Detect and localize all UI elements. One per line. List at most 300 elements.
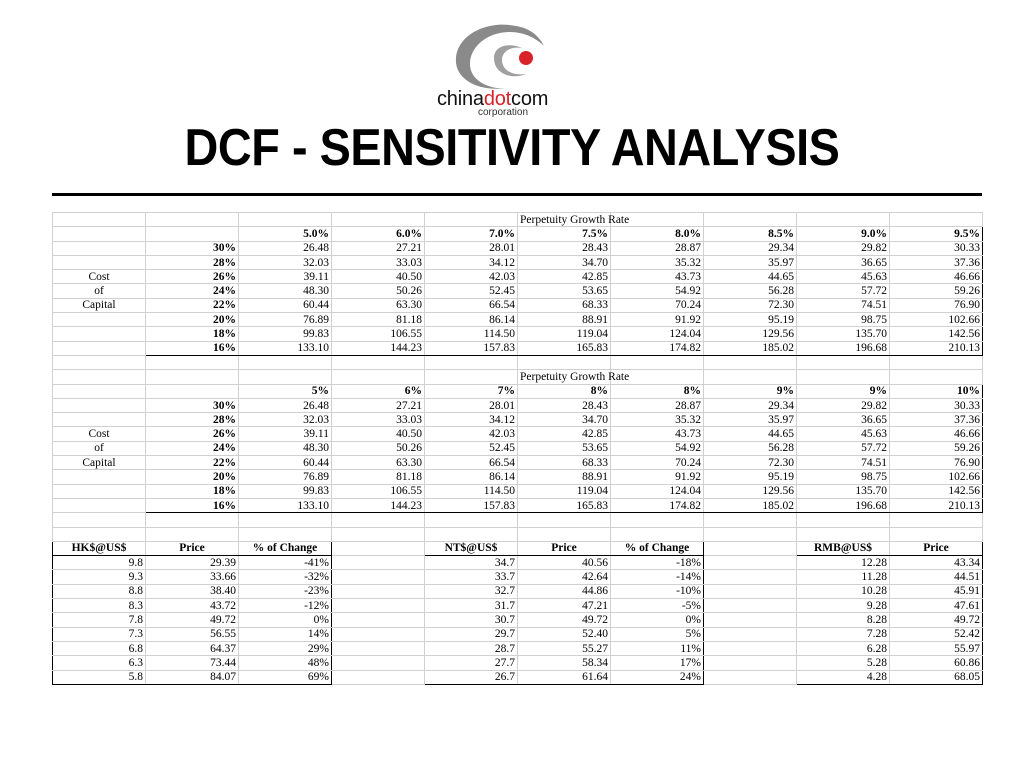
empty-cell [704,670,797,684]
empty-cell [53,484,146,498]
fx-rate-cell: 31.7 [425,599,518,613]
empty-cell [704,613,797,627]
fx-change-cell: 24% [611,670,704,684]
share-value-cell: 54.92 [611,284,704,298]
empty-cell [53,527,146,541]
share-value-cell: 40.50 [332,427,425,441]
fx-header-row [53,541,983,555]
share-value-cell: 59.26 [890,284,983,298]
fx-price-cell: 49.72 [146,613,239,627]
empty-cell [611,527,704,541]
share-value-cell: 76.90 [890,456,983,470]
share-value-cell: 26.48 [239,241,332,255]
growth-rate-column-header: 6.0% [332,227,425,241]
share-value-cell: 35.97 [704,255,797,269]
empty-cell [797,513,890,527]
share-value-cell: 29.34 [704,241,797,255]
empty-cell [704,556,797,570]
growth-rate-header: Perpetuity Growth Rate [518,370,611,384]
empty-cell [53,498,146,512]
share-value-cell: 210.13 [890,341,983,355]
share-value-cell: 28.87 [611,398,704,412]
share-value-cell: 81.18 [332,470,425,484]
sensitivity-row [53,284,983,298]
empty-cell [53,413,146,427]
share-value-cell: 210.13 [890,498,983,512]
share-value-cell: 157.83 [425,498,518,512]
fx-header: Price [146,541,239,555]
empty-cell [332,613,425,627]
share-value-cell: 135.70 [797,484,890,498]
spacer-row [53,355,983,369]
share-value-cell: 45.63 [797,427,890,441]
share-value-cell: 98.75 [797,313,890,327]
share-value-cell: 114.50 [425,327,518,341]
empty-cell [704,584,797,598]
share-value-cell: 88.91 [518,470,611,484]
share-value-cell: 63.30 [332,298,425,312]
empty-cell [332,213,425,227]
share-value-cell: 144.23 [332,498,425,512]
fx-change-cell: -41% [239,556,332,570]
fx-price-cell: 44.86 [518,584,611,598]
empty-cell [704,570,797,584]
fx-change-cell: 17% [611,656,704,670]
fx-price-cell: 55.27 [518,641,611,655]
share-value-cell: 28.43 [518,398,611,412]
fx-rate-cell: 30.7 [425,613,518,627]
share-value-cell: 35.32 [611,255,704,269]
title-divider [52,193,982,196]
share-value-cell: 35.32 [611,413,704,427]
fx-rate-cell: 9.3 [53,570,146,584]
empty-cell [332,370,425,384]
cost-of-capital-label: of [53,284,146,298]
share-value-cell: 56.28 [704,284,797,298]
share-value-cell: 43.73 [611,427,704,441]
share-value-cell: 72.30 [704,298,797,312]
share-value-cell: 68.33 [518,456,611,470]
empty-cell [704,541,797,555]
empty-cell [332,355,425,369]
empty-cell [425,355,518,369]
empty-cell [425,370,518,384]
sensitivity-row [53,498,983,512]
empty-cell [890,213,983,227]
share-value-cell: 42.85 [518,270,611,284]
empty-cell [704,513,797,527]
share-value-cell: 29.82 [797,398,890,412]
cost-of-capital-label: of [53,441,146,455]
fx-price-cell: 52.42 [890,627,983,641]
empty-cell [797,355,890,369]
share-value-cell: 70.24 [611,298,704,312]
sensitivity-row [53,456,983,470]
share-value-cell: 37.36 [890,413,983,427]
share-value-cell: 39.11 [239,427,332,441]
empty-cell [53,227,146,241]
discount-rate-label: 22% [146,456,239,470]
fx-price-cell: 29.39 [146,556,239,570]
empty-cell [146,227,239,241]
share-value-cell: 68.33 [518,298,611,312]
empty-cell [53,255,146,269]
fx-change-cell: -14% [611,570,704,584]
share-value-cell: 42.03 [425,427,518,441]
fx-header: Price [518,541,611,555]
share-value-cell: 36.65 [797,413,890,427]
share-value-cell: 28.43 [518,241,611,255]
growth-rate-column-header: 7% [425,384,518,398]
share-value-cell: 28.01 [425,398,518,412]
fx-rate-cell: 10.28 [797,584,890,598]
sensitivity-row [53,441,983,455]
share-value-cell: 34.12 [425,255,518,269]
growth-rate-header: Perpetuity Growth Rate [518,213,611,227]
discount-rate-label: 26% [146,270,239,284]
empty-cell [332,527,425,541]
cost-of-capital-label: Capital [53,456,146,470]
share-value-cell: 99.83 [239,484,332,498]
empty-cell [890,527,983,541]
share-value-cell: 66.54 [425,456,518,470]
share-value-cell: 52.45 [425,284,518,298]
share-value-cell: 35.97 [704,413,797,427]
fx-header: HK$@US$ [53,541,146,555]
empty-cell [518,355,611,369]
growth-rate-column-header: 8% [518,384,611,398]
empty-cell [53,355,146,369]
discount-rate-label: 16% [146,498,239,512]
share-value-cell: 76.89 [239,313,332,327]
growth-rate-column-header: 8% [611,384,704,398]
fx-price-cell: 60.86 [890,656,983,670]
fx-price-cell: 56.55 [146,627,239,641]
empty-cell [797,527,890,541]
fx-price-cell: 43.34 [890,556,983,570]
growth-rate-column-header: 9% [704,384,797,398]
share-value-cell: 39.11 [239,270,332,284]
share-value-cell: 157.83 [425,341,518,355]
share-value-cell: 27.21 [332,241,425,255]
share-value-cell: 102.66 [890,313,983,327]
share-value-cell: 42.85 [518,427,611,441]
growth-rate-column-header: 8.0% [611,227,704,241]
share-value-cell: 46.66 [890,270,983,284]
share-value-cell: 30.33 [890,241,983,255]
fx-rate-cell: 6.3 [53,656,146,670]
empty-cell [797,370,890,384]
share-value-cell: 33.03 [332,255,425,269]
discount-rate-label: 30% [146,398,239,412]
sensitivity-row [53,427,983,441]
fx-header: % of Change [239,541,332,555]
fx-change-cell: 14% [239,627,332,641]
share-value-cell: 54.92 [611,441,704,455]
fx-price-cell: 42.64 [518,570,611,584]
share-value-cell: 29.82 [797,241,890,255]
growth-rate-column-header: 9% [797,384,890,398]
fx-price-cell: 64.37 [146,641,239,655]
fx-rate-cell: 7.3 [53,627,146,641]
discount-rate-label: 28% [146,413,239,427]
share-value-cell: 27.21 [332,398,425,412]
fx-price-cell: 68.05 [890,670,983,684]
fx-rate-cell: 29.7 [425,627,518,641]
fx-rate-cell: 26.7 [425,670,518,684]
share-value-cell: 185.02 [704,498,797,512]
discount-rate-label: 30% [146,241,239,255]
fx-row [53,570,983,584]
growth-rate-columns-row [53,227,983,241]
fx-price-cell: 52.40 [518,627,611,641]
share-value-cell: 36.65 [797,255,890,269]
fx-change-cell: -5% [611,599,704,613]
share-value-cell: 44.65 [704,427,797,441]
fx-rate-cell: 8.28 [797,613,890,627]
share-value-cell: 50.26 [332,284,425,298]
empty-cell [332,641,425,655]
sensitivity-row [53,341,983,355]
sensitivity-row [53,298,983,312]
fx-change-cell: 29% [239,641,332,655]
empty-cell [146,370,239,384]
share-value-cell: 52.45 [425,441,518,455]
empty-cell [239,213,332,227]
share-value-cell: 196.68 [797,498,890,512]
share-value-cell: 26.48 [239,398,332,412]
growth-rate-column-header: 5.0% [239,227,332,241]
empty-cell [53,213,146,227]
empty-cell [53,384,146,398]
fx-price-cell: 47.61 [890,599,983,613]
fx-change-cell: 5% [611,627,704,641]
cost-of-capital-label: Capital [53,298,146,312]
discount-rate-label: 26% [146,427,239,441]
empty-cell [518,527,611,541]
fx-rate-cell: 5.8 [53,670,146,684]
growth-rate-header-row [53,213,983,227]
empty-cell [425,213,518,227]
empty-cell [332,670,425,684]
share-value-cell: 57.72 [797,441,890,455]
fx-rate-cell: 9.28 [797,599,890,613]
share-value-cell: 34.70 [518,255,611,269]
empty-cell [704,656,797,670]
share-value-cell: 106.55 [332,484,425,498]
discount-rate-label: 18% [146,327,239,341]
fx-change-cell: -32% [239,570,332,584]
growth-rate-header-row [53,370,983,384]
discount-rate-label: 18% [146,484,239,498]
sensitivity-row [53,470,983,484]
share-value-cell: 95.19 [704,313,797,327]
share-value-cell: 91.92 [611,313,704,327]
empty-cell [704,599,797,613]
fx-rate-cell: 12.28 [797,556,890,570]
fx-price-cell: 45.91 [890,584,983,598]
share-value-cell: 48.30 [239,441,332,455]
empty-cell [239,370,332,384]
fx-rate-cell: 34.7 [425,556,518,570]
sensitivity-row [53,270,983,284]
discount-rate-label: 20% [146,313,239,327]
share-value-cell: 74.51 [797,298,890,312]
growth-rate-column-header: 10% [890,384,983,398]
fx-price-cell: 61.64 [518,670,611,684]
share-value-cell: 29.34 [704,398,797,412]
share-value-cell: 86.14 [425,470,518,484]
empty-cell [53,513,146,527]
empty-cell [425,527,518,541]
fx-row [53,613,983,627]
empty-cell [611,513,704,527]
fx-change-cell: 48% [239,656,332,670]
fx-rate-cell: 33.7 [425,570,518,584]
share-value-cell: 174.82 [611,341,704,355]
share-value-cell: 32.03 [239,413,332,427]
empty-cell [890,355,983,369]
empty-cell [704,627,797,641]
discount-rate-label: 22% [146,298,239,312]
empty-cell [704,370,797,384]
empty-cell [332,570,425,584]
fx-rate-cell: 32.7 [425,584,518,598]
fx-rate-cell: 6.28 [797,641,890,655]
empty-cell [53,398,146,412]
cost-of-capital-label: Cost [53,427,146,441]
share-value-cell: 86.14 [425,313,518,327]
share-value-cell: 129.56 [704,327,797,341]
share-value-cell: 91.92 [611,470,704,484]
empty-cell [332,541,425,555]
share-value-cell: 99.83 [239,327,332,341]
fx-change-cell: 11% [611,641,704,655]
share-value-cell: 114.50 [425,484,518,498]
share-value-cell: 42.03 [425,270,518,284]
sensitivity-row [53,241,983,255]
share-value-cell: 133.10 [239,498,332,512]
empty-cell [146,213,239,227]
fx-rate-cell: 28.7 [425,641,518,655]
discount-rate-label: 28% [146,255,239,269]
share-value-cell: 72.30 [704,456,797,470]
fx-price-cell: 38.40 [146,584,239,598]
discount-rate-label: 16% [146,341,239,355]
fx-change-cell: -12% [239,599,332,613]
share-value-cell: 119.04 [518,327,611,341]
fx-row [53,641,983,655]
share-value-cell: 59.26 [890,441,983,455]
empty-cell [704,527,797,541]
fx-row [53,670,983,684]
share-value-cell: 174.82 [611,498,704,512]
spacer-row [53,513,983,527]
empty-cell [332,599,425,613]
share-value-cell: 76.90 [890,298,983,312]
discount-rate-label: 24% [146,284,239,298]
fx-price-cell: 33.66 [146,570,239,584]
growth-rate-columns-row [53,384,983,398]
share-value-cell: 98.75 [797,470,890,484]
fx-header: RMB@US$ [797,541,890,555]
fx-rate-cell: 9.8 [53,556,146,570]
share-value-cell: 142.56 [890,327,983,341]
fx-rate-cell: 7.8 [53,613,146,627]
share-value-cell: 45.63 [797,270,890,284]
logo-word-com: com [511,88,549,110]
share-value-cell: 142.56 [890,484,983,498]
empty-cell [890,370,983,384]
empty-cell [704,213,797,227]
share-value-cell: 196.68 [797,341,890,355]
growth-rate-column-header: 9.0% [797,227,890,241]
share-value-cell: 102.66 [890,470,983,484]
share-value-cell: 63.30 [332,456,425,470]
share-value-cell: 30.33 [890,398,983,412]
empty-cell [53,470,146,484]
fx-rate-cell: 5.28 [797,656,890,670]
empty-cell [332,556,425,570]
fx-header: Price [890,541,983,555]
share-value-cell: 165.83 [518,498,611,512]
share-value-cell: 70.24 [611,456,704,470]
empty-cell [239,355,332,369]
empty-cell [146,513,239,527]
share-value-cell: 60.44 [239,298,332,312]
empty-cell [704,641,797,655]
share-value-cell: 28.87 [611,241,704,255]
sensitivity-row [53,313,983,327]
discount-rate-label: 24% [146,441,239,455]
fx-price-cell: 73.44 [146,656,239,670]
empty-cell [797,213,890,227]
empty-cell [53,241,146,255]
sensitivity-row [53,255,983,269]
share-value-cell: 37.36 [890,255,983,269]
empty-cell [332,627,425,641]
fx-change-cell: 0% [611,613,704,627]
logo-subtitle: corporation [478,107,529,118]
share-value-cell: 60.44 [239,456,332,470]
empty-cell [704,355,797,369]
empty-cell [53,327,146,341]
growth-rate-column-header: 8.5% [704,227,797,241]
fx-change-cell: -23% [239,584,332,598]
empty-cell [611,355,704,369]
fx-change-cell: 69% [239,670,332,684]
share-value-cell: 56.28 [704,441,797,455]
share-value-cell: 144.23 [332,341,425,355]
spacer-row [53,527,983,541]
fx-rate-cell: 6.8 [53,641,146,655]
empty-cell [146,527,239,541]
fx-rate-cell: 4.28 [797,670,890,684]
fx-row [53,556,983,570]
share-value-cell: 76.89 [239,470,332,484]
growth-rate-column-header: 7.5% [518,227,611,241]
cost-of-capital-label: Cost [53,270,146,284]
fx-header: NT$@US$ [425,541,518,555]
share-value-cell: 66.54 [425,298,518,312]
empty-cell [332,656,425,670]
share-value-cell: 33.03 [332,413,425,427]
empty-cell [332,513,425,527]
share-value-cell: 57.72 [797,284,890,298]
fx-change-cell: 0% [239,613,332,627]
share-value-cell: 185.02 [704,341,797,355]
empty-cell [332,584,425,598]
